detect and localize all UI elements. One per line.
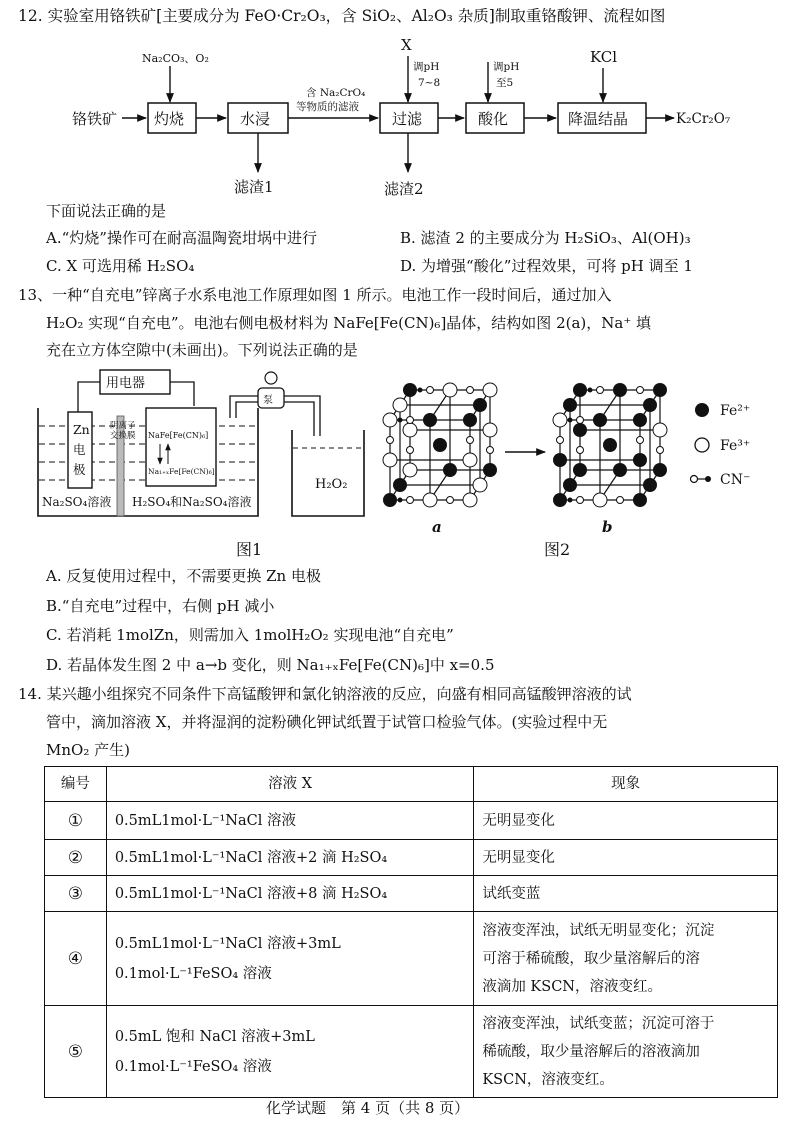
row-id: ④ (45, 912, 107, 1006)
q13-option-d: D. 若晶体发生图 2 中 a→b 变化，则 Na₁₊ₓFe[Fe(CN)₆]中 x=0.5 (46, 656, 495, 674)
row-solution-line: 0.5mL 饱和 NaCl 溶液+3mL (114, 1028, 315, 1045)
flow-ph1b: 7~8 (418, 77, 441, 89)
q12-flowchart (0, 26, 800, 206)
row-observation-line: KSCN，溶液变红。 (482, 1071, 614, 1088)
membrane-label-0: 阴离子 (110, 421, 136, 431)
table-row (45, 912, 778, 1006)
table-row (45, 802, 778, 840)
right-solution-label: H₂SO₄和Na₂SO₄溶液 (132, 495, 252, 509)
flow-step5: 降温结晶 (568, 110, 629, 128)
q13-option-a: A. 反复使用过程中，不需要更换 Zn 电极 (46, 567, 321, 585)
table-row (45, 1006, 778, 1098)
row-id: ② (45, 840, 107, 876)
row-solution-line: 0.5mL1mol·L⁻¹NaCl 溶液+3mL (114, 935, 341, 952)
flow-ph2a: 调pH (493, 61, 520, 73)
flow-ph2b: 至5 (496, 77, 514, 89)
q13-stem-3: 充在立方体空隙中(未画出)。下列说法正确的是 (46, 341, 358, 359)
row-observation-line: 液滴加 KSCN，溶液变红。 (482, 978, 662, 995)
flow-start: 铬铁矿 (72, 110, 118, 128)
row-solution: 0.5mL1mol·L⁻¹NaCl 溶液+8 滴 H₂SO₄ (114, 885, 388, 902)
table-header-row (45, 767, 778, 802)
legend-fe3: Fe³⁺ (720, 438, 751, 454)
zn-label-1: 电 (73, 442, 86, 457)
q14-stem-2: 管中，滴加溶液 X，并将湿润的淀粉碘化钾试纸置于试管口检验气体。(实验过程中无 (46, 713, 608, 731)
h2o2-label: H₂O₂ (315, 477, 348, 492)
row-id: ③ (45, 876, 107, 912)
q13-stem-2: H₂O₂ 实现“自充电”。电池右侧电极材料为 NaFe[Fe(CN)₆]晶体，结构如图 2(a)，Na⁺ 填 (46, 314, 652, 332)
figure-1-battery (30, 366, 370, 526)
legend-fe2: Fe²⁺ (720, 403, 751, 419)
page-footer: 化学试题 第 4 页（共 8 页） (266, 1099, 470, 1117)
legend-cn-c (691, 476, 698, 483)
q12-option-d: D. 为增强“酸化”过程效果，可将 pH 调至 1 (400, 257, 693, 275)
legend-cn: CN⁻ (720, 472, 751, 488)
flow-residue2: 滤渣2 (384, 180, 424, 198)
row-observation: 无明显变化 (482, 812, 555, 829)
q14-stem-1: 14. 某兴趣小组探究不同条件下高锰酸钾和氯化钠溶液的反应，向盛有相同高锰酸钾溶液的试 (18, 685, 632, 703)
cube-b-label: b (602, 518, 613, 536)
q12-option-a: A.“灼烧”操作可在耐高温陶瓷坩埚中进行 (46, 229, 317, 247)
electrode-bottom-label: Na₁₊ₓFe[Fe(CN)₆] (148, 467, 215, 476)
header-observation: 现象 (474, 767, 778, 802)
row-id: ① (45, 802, 107, 840)
legend-cn-n (705, 476, 711, 482)
experiment-table (44, 766, 778, 1098)
h2o2-reservoir (292, 430, 364, 516)
pump-motor (265, 372, 277, 384)
q12-prompt: 下面说法正确的是 (46, 202, 167, 220)
row-observation: 试纸变蓝 (482, 885, 541, 902)
table-row (45, 876, 778, 912)
flow-reagent-x: X (401, 36, 412, 54)
flow-step4: 酸化 (478, 110, 509, 128)
flow-step2: 水浸 (240, 110, 271, 128)
header-id: 编号 (45, 767, 107, 802)
pump-label: 泵 (263, 395, 273, 406)
left-solution-label: Na₂SO₄溶液 (42, 495, 112, 509)
figure-2-caption: 图2 (544, 540, 571, 559)
flow-ph1a: 调pH (413, 61, 440, 73)
row-solution: 0.5mL1mol·L⁻¹NaCl 溶液 (114, 812, 296, 829)
row-observation-line: 溶液变浑浊，试纸无明显变化；沉淀 (482, 922, 715, 939)
q13-stem-1: 13、一种“自充电”锌离子水系电池工作原理如图 1 所示。电池工作一段时间后，通过加入 (18, 286, 612, 304)
row-observation-line: 溶液变浑浊，试纸变蓝；沉淀可溶于 (482, 1015, 715, 1032)
q12-stem: 12. 实验室用铬铁矿[主要成分为 FeO·Cr₂O₃，含 SiO₂、Al₂O₃ 杂质]制取重铬酸钾、流程如图 (18, 7, 666, 25)
membrane-label-1: 交换膜 (110, 431, 136, 441)
flow-reagent1: Na₂CO₃、O₂ (142, 52, 209, 65)
figure-1-caption: 图1 (236, 540, 263, 559)
flow-product: K₂Cr₂O₇ (676, 111, 731, 127)
q12-option-b: B. 滤渣 2 的主要成分为 H₂SiO₃、Al(OH)₃ (400, 229, 691, 247)
legend-fe2-marker (695, 403, 709, 417)
zn-label-2: 极 (73, 462, 86, 477)
row-observation: 无明显变化 (482, 849, 555, 866)
q12-option-c: C. X 可选用稀 H₂SO₄ (46, 257, 195, 275)
row-id: ⑤ (45, 1006, 107, 1098)
flow-filtrate1: 含 Na₂CrO₄ (306, 87, 366, 99)
figure-2-crystal (380, 372, 800, 540)
q13-option-b: B.“自充电”过程中，右侧 pH 减小 (46, 597, 275, 615)
electrode-top-label: NaFe[Fe(CN)₆] (148, 431, 209, 440)
table-row (45, 840, 778, 876)
flow-residue1: 滤渣1 (234, 178, 274, 196)
appliance-label: 用电器 (106, 376, 146, 391)
flow-filtrate2: 等物质的滤液 (296, 101, 359, 113)
q13-option-c: C. 若消耗 1molZn，则需加入 1molH₂O₂ 实现电池“自充电” (46, 626, 454, 644)
flow-step1: 灼烧 (154, 110, 185, 128)
flow-reagent-kcl: KCl (590, 48, 618, 66)
flow-step3: 过滤 (392, 110, 423, 128)
header-solution: 溶液 X (106, 767, 474, 802)
legend-fe3-marker (695, 438, 709, 452)
row-solution-line: 0.1mol·L⁻¹FeSO₄ 溶液 (114, 1058, 272, 1075)
row-solution-line: 0.1mol·L⁻¹FeSO₄ 溶液 (114, 965, 272, 982)
row-observation-line: 稀硫酸，取少量溶解后的溶液滴加 (482, 1043, 700, 1060)
q14-stem-3: MnO₂ 产生) (46, 741, 130, 759)
zn-label-0: Zn (73, 422, 90, 437)
row-solution: 0.5mL1mol·L⁻¹NaCl 溶液+2 滴 H₂SO₄ (114, 849, 388, 866)
row-observation-line: 可溶于稀硫酸，取少量溶解后的溶 (482, 950, 700, 967)
cube-a-label: a (432, 518, 442, 536)
